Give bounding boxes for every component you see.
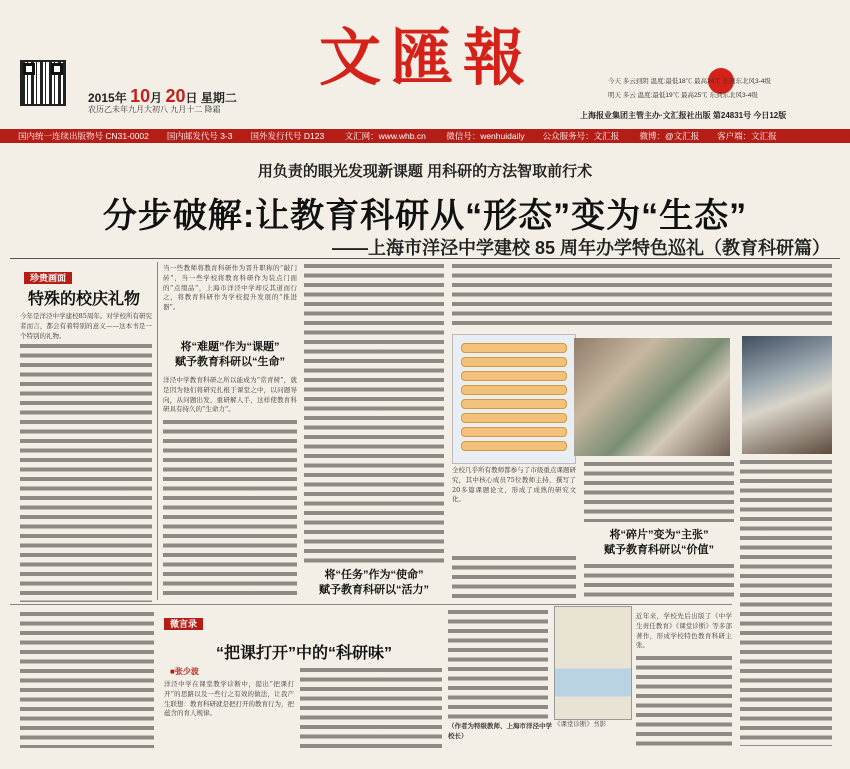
left-lead: 今年是洋泾中学建校85周年。对学校所有研究者而言，都会有着特别的意义——这本书是一个特别的礼物。 bbox=[20, 312, 152, 340]
newspaper-logo: 文匯報 bbox=[318, 21, 535, 94]
issue-date: 2015年 10月 20日 星期二 bbox=[88, 86, 237, 106]
para-3-cont bbox=[636, 656, 732, 748]
column3-body bbox=[304, 264, 444, 564]
flow-diagram bbox=[452, 334, 576, 464]
classroom-photo bbox=[574, 338, 730, 456]
lunar-date: 农历乙未年九月大初八 九月十二 降霜 bbox=[88, 105, 221, 114]
info-bar: 国内统一连续出版物号 CN31-0002 国内邮发代号 3-3 国外发行代号 D123 文汇网：www.whb.cn 微信号：wenhuidaily 公众服务号：文汇报 微博：@文汇报 客户端：文汇报 bbox=[0, 129, 850, 143]
subheadline: ——上海市洋泾中学建校 85 周年办学特色巡礼（教育科研篇） bbox=[331, 238, 830, 258]
commentary-body bbox=[300, 668, 442, 748]
divider bbox=[10, 258, 840, 259]
left-title: 特殊的校庆礼物 bbox=[28, 291, 141, 308]
section-heading-1: 将“难题”作为“课题” 赋予教育科研以“生命” bbox=[175, 341, 285, 368]
teacher-photo bbox=[742, 336, 832, 454]
para-2: 全校几乎所有教师都参与了市级重点课题研究，其中核心成员75位教师主持，撰写了20多篇课题论文，形成了成熟的研究文化。 bbox=[452, 466, 576, 504]
commentary-text: 洋泾中学在课堂教学诊断中，提出“把课打开”的思路以及一些行之有效的做法，让我产生联想：教育科研就是把打开的教育行为，把蕴含的育人规律。 bbox=[164, 680, 294, 718]
kicker: 用负责的眼光发现新课题 用科研的方法智取前行术 bbox=[257, 163, 593, 180]
para-3: 近年来，学校先后出版了《中学生责任教育》《课堂诊断》等多部著作，形成学校特色教育科研主张。 bbox=[636, 612, 732, 650]
book-cover-image bbox=[554, 606, 632, 720]
weather-tomorrow: 明天 多云 温度:最低19℃ 最高25℃ 东到东北风3-4级 bbox=[608, 92, 758, 99]
qr-code[interactable] bbox=[20, 60, 66, 106]
top-right-body bbox=[452, 264, 832, 330]
commentary-author: ■张少波 bbox=[170, 667, 199, 676]
headline: 分步破解:让教育科研从“形态”变为“生态” bbox=[102, 197, 748, 235]
section-heading-2: 将“任务”作为“使命” 赋予教育科研以“活力” bbox=[319, 569, 429, 596]
column4-body bbox=[452, 556, 576, 600]
column2-body bbox=[163, 420, 297, 600]
section-heading-3: 将“碎片”变为“主张” 赋予教育科研以“价值” bbox=[604, 529, 714, 556]
left-body bbox=[20, 344, 152, 602]
intro-text: 当一些教师将教育科研作为晋升职称的“敲门砖”，当一些学校将教育科研作为装点门面的“点缀品”，上海市洋泾中学却反其道而行之，将教育科研作为学校提升发展的“推进器”。 bbox=[163, 264, 297, 312]
left-bottom-body bbox=[20, 612, 154, 748]
website-link[interactable]: 文汇网：www.whb.cn bbox=[344, 131, 426, 141]
publisher-info: 上海报业集团主管主办·文汇报社出版 第24831号 今日12版 bbox=[580, 111, 787, 120]
commentary-tag: 微言录 bbox=[164, 612, 203, 631]
book-caption: 《课堂诊断》书影 bbox=[554, 720, 606, 728]
column-divider bbox=[157, 262, 158, 600]
left-tag: 珍贵画面 bbox=[24, 266, 72, 285]
weather-today: 今天 多云到阴 温度:最低18℃ 最高24℃ 东到东北风3-4级 bbox=[608, 78, 771, 85]
divider bbox=[10, 604, 732, 605]
commentary-body-2 bbox=[448, 610, 548, 720]
para-1: 洋泾中学教育科研之所以能成为“常青树”，就是因为他们将研究扎根于课堂之中，以问题导向，从问题出发，重研解人手，这样使教育科研具有持久的“生命力”。 bbox=[163, 376, 297, 414]
column5-body bbox=[584, 462, 734, 522]
column5-body-2 bbox=[584, 564, 734, 600]
commentary-sign: （作者为特级教师、上海市洋泾中学校长） bbox=[448, 722, 552, 740]
right-column-body bbox=[740, 460, 832, 746]
commentary-title: “把课打开”中的“科研味” bbox=[215, 645, 392, 662]
